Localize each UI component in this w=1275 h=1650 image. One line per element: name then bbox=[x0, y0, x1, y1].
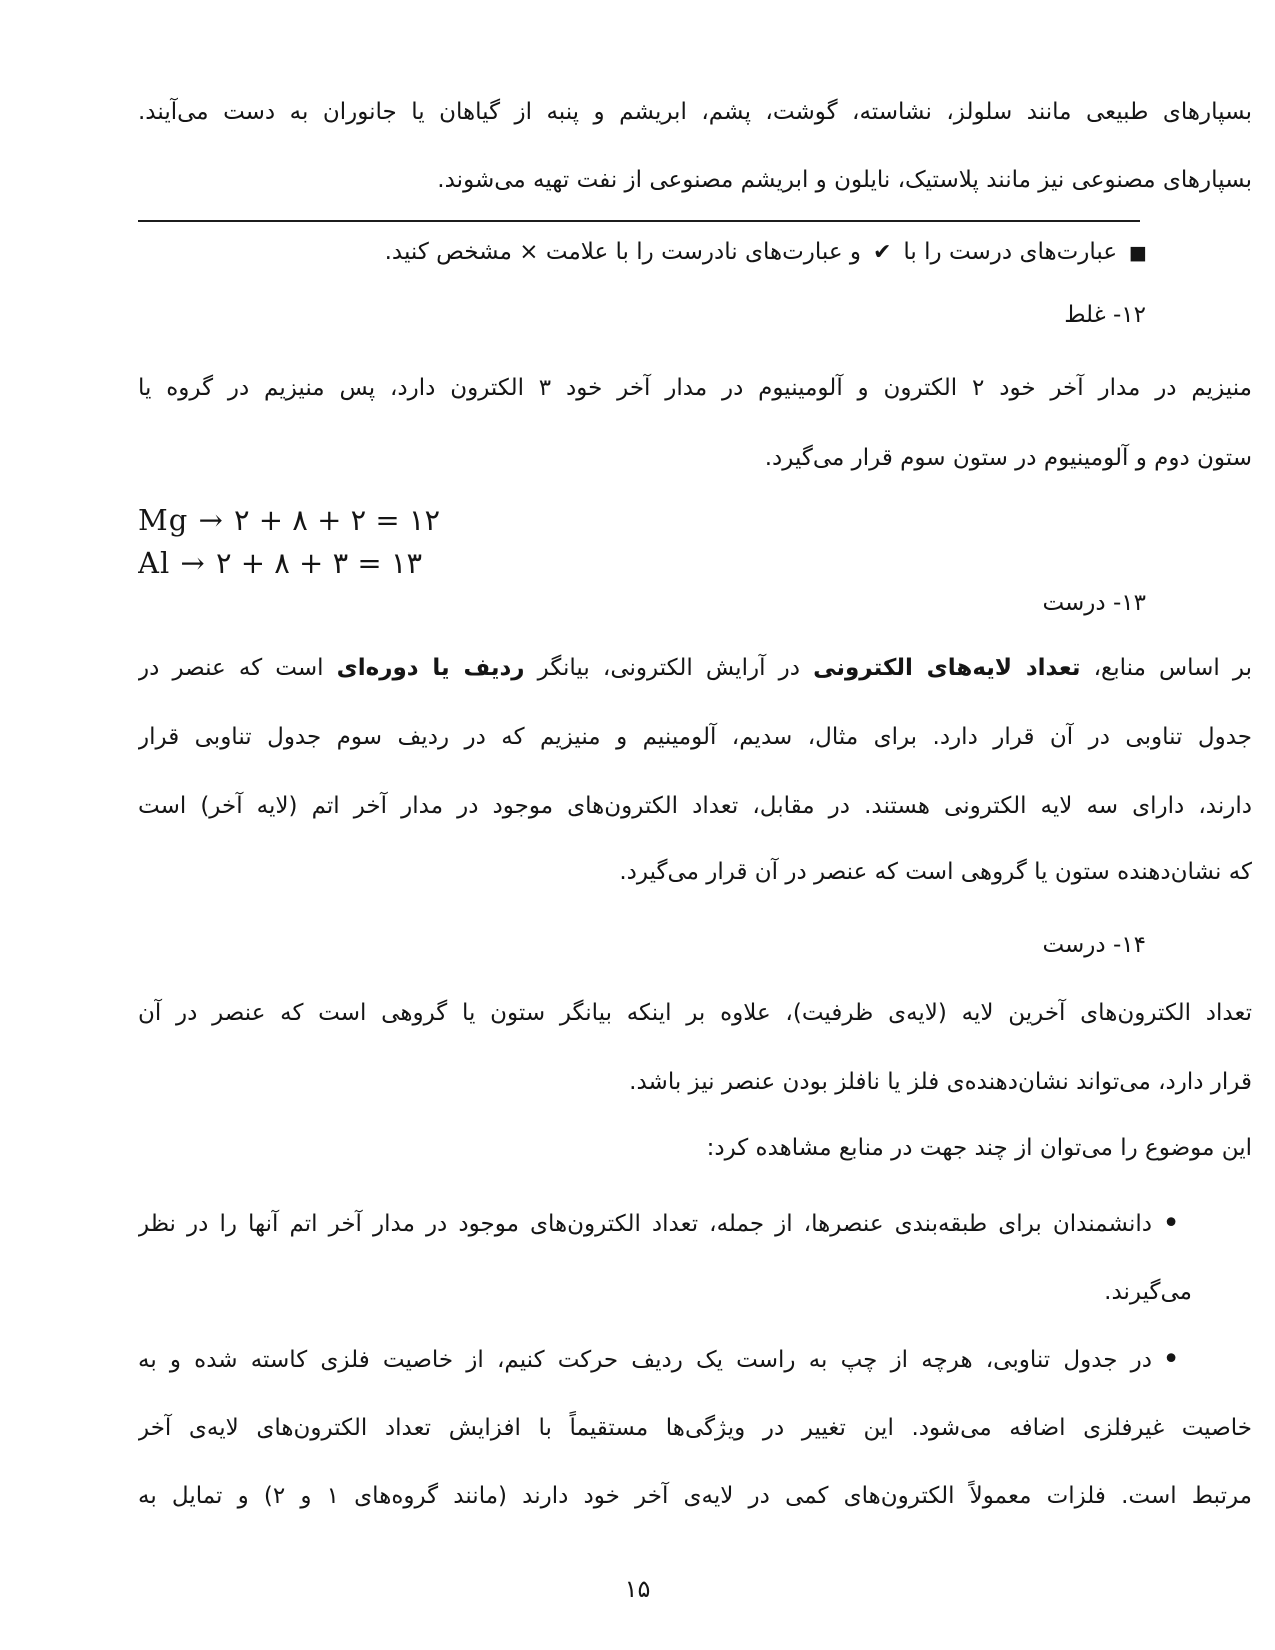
formula-mg: Mg → ۲ + ۸ + ۲ = ۱۲ bbox=[138, 503, 441, 537]
intro-paragraph-line-1: بسپارهای طبیعی مانند سلولز، نشاسته، گوشت، پشم، ابریشم و پنبه از گیاهان یا جانوران به دست می‌آیند. bbox=[138, 99, 1252, 125]
section-divider bbox=[138, 220, 1140, 222]
page-number: ۱۵ bbox=[624, 1575, 651, 1603]
text-column bbox=[138, 0, 1252, 1650]
bullet-item-2-line-1 bbox=[138, 1336, 1252, 1384]
answer-12-label: ۱۲- غلط bbox=[1064, 302, 1146, 328]
square-marker-icon: ■ bbox=[1129, 242, 1147, 264]
answer-13-body-line-2: جدول تناوبی در آن قرار دارد. برای مثال، سدیم، آلومینیم و منیزیم که در ردیف سوم جدول تناوبی قرار bbox=[138, 724, 1252, 750]
answer-13-text-c: در آرایش الکترونی، بیانگر bbox=[524, 655, 814, 681]
answer-13-bold-row: ردیف یا دوره‌ای bbox=[336, 655, 525, 681]
answer-13-body-line-1 bbox=[138, 644, 1252, 692]
answer-13-body-line-4: که نشان‌دهنده ستون یا گروهی است که عنصر در آن قرار می‌گیرد. bbox=[619, 859, 1252, 885]
answer-13-text-e: است که عنصر در bbox=[138, 655, 337, 681]
bullet-dot-icon: • bbox=[1162, 1206, 1180, 1241]
intro-paragraph-line-2: بسپارهای مصنوعی نیز مانند پلاستیک، نایلون و ابریشم مصنوعی از نفت تهیه می‌شوند. bbox=[437, 167, 1252, 193]
instruction-line bbox=[138, 228, 1252, 276]
bullet-item-1-line-1 bbox=[138, 1200, 1252, 1248]
answer-13-label: ۱۳- درست bbox=[1042, 590, 1146, 616]
answer-13-bold-layers: تعداد لایه‌های الکترونی bbox=[813, 655, 1081, 681]
bullet-item-2-line-3: مرتبط است. فلزات معمولاً الکترون‌های کمی در لایه‌ی آخر خود دارند (مانند گروه‌های ۱ و ۲) و تمایل به bbox=[138, 1483, 1252, 1509]
bullet-dot-icon: • bbox=[1162, 1342, 1180, 1377]
answer-14-body-line-3: این موضوع را می‌توان از چند جهت در منابع مشاهده کرد: bbox=[706, 1135, 1252, 1161]
bullet-item-2-line-2: خاصیت غیرفلزی اضافه می‌شود. این تغییر در ویژگی‌ها مستقیماً با افزایش تعداد الکترون‌های لایه‌ی آخر bbox=[138, 1415, 1252, 1441]
answer-12-body-line-2: ستون دوم و آلومینیوم در ستون سوم قرار می‌گیرد. bbox=[764, 445, 1252, 471]
check-icon: ✔ bbox=[872, 240, 892, 265]
bullet-item-1-text: دانشمندان برای طبقه‌بندی عنصرها، از جمله، تعداد الکترون‌های موجود در مدار آخر اتم آنها را در نظر bbox=[138, 1211, 1152, 1237]
answer-13-body-line-3: دارند، دارای سه لایه الکترونی هستند. در مقابل، تعداد الکترون‌های موجود در مدار آخر اتم (لایه آخر) است bbox=[138, 793, 1252, 819]
instruction-text-after: و عبارت‌های نادرست را با علامت × مشخص کنید. bbox=[384, 239, 861, 265]
answer-14-label: ۱۴- درست bbox=[1042, 932, 1146, 958]
answer-13-text-a: بر اساس منابع، bbox=[1080, 655, 1252, 681]
bullet-item-2-text: در جدول تناوبی، هرچه از چپ به راست یک ردیف حرکت کنیم، از خاصیت فلزی کاسته شده و به bbox=[138, 1347, 1152, 1373]
formula-al: Al → ۲ + ۸ + ۳ = ۱۳ bbox=[138, 546, 423, 580]
answer-14-body-line-1: تعداد الکترون‌های آخرین لایه (لایه‌ی ظرفیت)، علاوه بر اینکه بیانگر ستون یا گروهی است که عنصر در آن bbox=[138, 1000, 1252, 1026]
answer-14-body-line-2: قرار دارد، می‌تواند نشان‌دهنده‌ی فلز یا نافلز بودن عنصر نیز باشد. bbox=[629, 1069, 1252, 1095]
answer-12-body-line-1: منیزیم در مدار آخر خود ۲ الکترون و آلومینیوم در مدار آخر خود ۳ الکترون دارد، پس منیزیم در گروه یا bbox=[138, 375, 1252, 401]
instruction-text-before: عبارت‌های درست را با bbox=[903, 239, 1118, 265]
bullet-item-1-line-2: می‌گیرند. bbox=[1104, 1279, 1192, 1305]
